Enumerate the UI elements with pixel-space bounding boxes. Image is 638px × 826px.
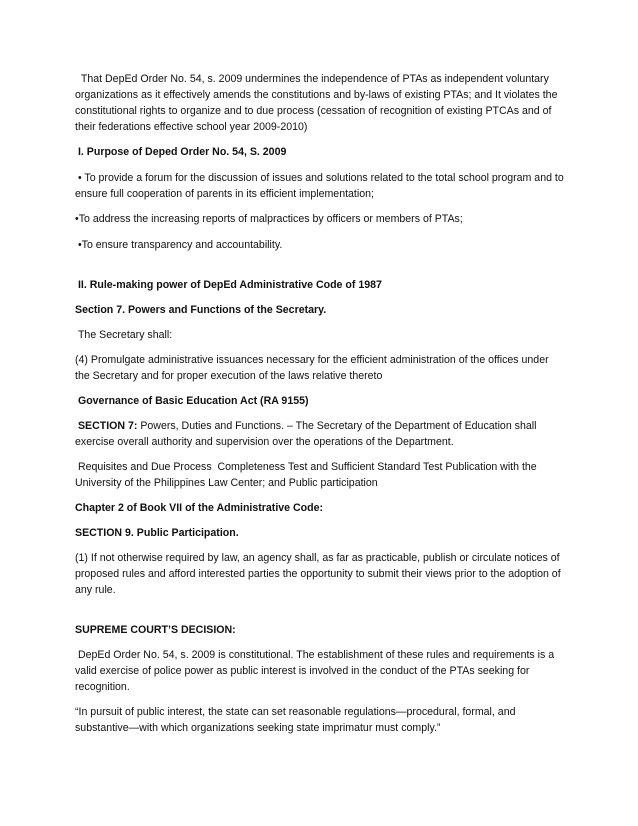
purpose-item-malpractices: •To address the increasing reports of malpractices by officers or members of PTAs; (75, 213, 463, 225)
intro-paragraph: That DepEd Order No. 54, s. 2009 undermines the independence of PTAs as independent voluntary organizations as it effectively amends the constitutions and by-laws of existing PTAs; and It violates the constitutional rights to organize and to due process (cessation of recognition of existing PTCAs and of their federations effective school year 2009-2010) (75, 73, 561, 133)
heading-chapter-2: Chapter 2 of Book VII of the Administrative Code: (75, 502, 323, 514)
section-7-text: Powers, Duties and Functions. – The Secretary of the Department of Education shall exercise overall authority and supervision over the operations of the Department. (75, 420, 540, 448)
quote-paragraph: “In pursuit of public interest, the state can set reasonable regulations—procedural, formal, and substantive—with which organizations seeking state imprimatur must comply.” (75, 706, 519, 734)
purpose-item-transparency: •To ensure transparency and accountability. (75, 239, 283, 251)
document-body (75, 71, 565, 736)
public-participation-paragraph: (1) If not otherwise required by law, an agency shall, as far as practicable, publish or circulate notices of proposed rules and afford interested parties the opportunity to submit their views prior to the adoption of any rule. (75, 552, 564, 596)
heading-rule-making: II. Rule-making power of DepEd Administrative Code of 1987 (75, 279, 382, 291)
section-7-label: SECTION 7: (75, 420, 138, 432)
secretary-shall: The Secretary shall: (75, 329, 173, 341)
heading-section-9: SECTION 9. Public Participation. (75, 527, 239, 539)
promulgate-paragraph: (4) Promulgate administrative issuances necessary for the efficient administration of the offices under the Secretary and for proper execution of the laws relative thereto (75, 354, 552, 382)
heading-ra-9155: Governance of Basic Education Act (RA 9155) (75, 395, 309, 407)
heading-purpose: I. Purpose of Deped Order No. 54, S. 2009 (75, 146, 287, 158)
decision-paragraph: DepEd Order No. 54, s. 2009 is constitutional. The establishment of these rules and requirements is a valid exercise of police power as public interest is involved in the conduct of the PTAs seeking for recognition. (75, 649, 558, 693)
purpose-item-forum: • To provide a forum for the discussion of issues and solutions related to the total school program and to ensure full cooperation of parents in its efficient implementation; (75, 172, 567, 200)
heading-supreme-court: SUPREME COURT’S DECISION: (75, 624, 236, 636)
requisites-paragraph: Requisites and Due Process Completeness Test and Sufficient Standard Test Publication with the University of the Philippines Law Center; and Public participation (75, 461, 540, 489)
section-7-paragraph (75, 418, 565, 450)
heading-section-7: Section 7. Powers and Functions of the Secretary. (75, 304, 327, 316)
